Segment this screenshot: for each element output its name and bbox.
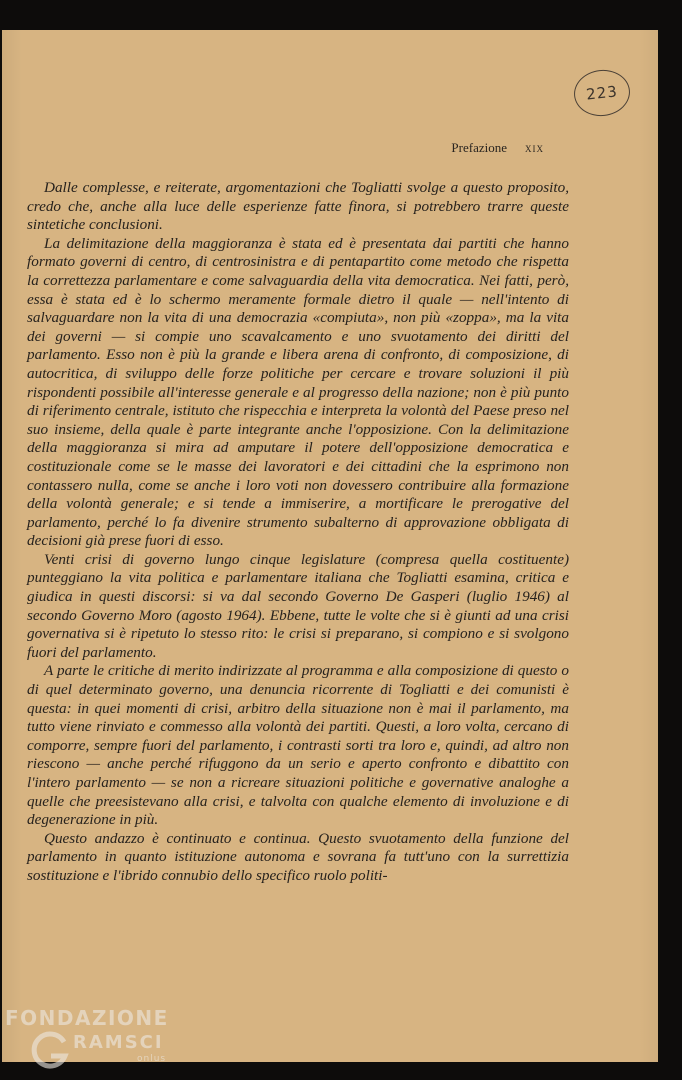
gramsci-g-logo-icon [29,1030,71,1072]
watermark-onlus: onlus [137,1054,167,1064]
fondazione-gramsci-watermark [5,1004,175,1080]
page-numeral: xix [525,140,544,155]
stamp-number: 223 [585,82,619,104]
watermark-line2: RAMSCI [73,1032,164,1053]
body-text [27,179,569,886]
paragraph-1: Dalle complesse, e reiterate, argomentazioni che Togliatti svolge a questo proposito, credo che, anche alla luce delle esperienze fatte finora, si potrebbero trarre queste sintetiche conclusioni. [27,179,569,234]
paragraph-2: La delimitazione della maggioranza è stata ed è presentata dai partiti che hanno formato governi di centro, di centrosinistra e di pentapartito come metodo che rispetta la correttezza parlamentare e come salvaguardia della vita democratica. Nei fatti, però, essa è stata ed è lo schermo meramente formale dietro il quale — nell'intento di salvaguardare non la vita di una democrazia «compiuta», non più «zoppa», ma la vita dei governi — si compie uno scavalcamento e uno svuotamento dei diritti del parlamento. Esso non è più la grande e libera arena di confronto, di composizione, di autocritica, di sviluppo delle forze politiche per cercare e trovare soluzioni il più rispondenti possibile all'interesse generale e al progresso della nazione; non è più punto di riferimento centrale, istituto che rispecchia e interpreta la volontà del Paese preso nel suo insieme, della quale è parte integrante anche l'opposizione. Con la delimitazione della maggioranza si mira ad amputare il potere dell'opposizione democratica e costituzionale come se le masse dei lavoratori e dei cittadini che la esprimono non contassero nulla, come se anche i loro voti non dovessero contribuire alla formazione della volontà generale; e si tende a immiserire, a mortificare le prerogative del parlamento, perché lo fa divenire strumento subalterno di approvazione obbligata di decisioni già prese fuori di esso. [27,234,569,550]
watermark-line1: FONDAZIONE [5,1006,169,1030]
paragraph-5: Questo andazzo è continuato e continua. Questo svuotamento della funzione del parlamento in quanto istituzione autonoma e sovrana fa tutt'uno con la surrettizia sostituzione e l'ibrido connubio dello specifico ruolo politi- [27,829,569,884]
archive-stamp [572,67,633,119]
header-title: Prefazione [451,140,507,155]
paragraph-4: A parte le critiche di merito indirizzate al programma e alla composizione di questo o di quel determinato governo, una denuncia ricorrente di Togliatti e dei comunisti è questa: in quei momenti di crisi, arbitro della situazione non è mai il parlamento, ma tutto viene rinviato e commesso alla volontà dei partiti. Questi, a loro volta, cercano di comporre, sempre fuori del parlamento, i contrasti sorti tra loro e, quindi, ad altro non riescono — anche perché rifuggono da un serio e aperto confronto e dibattito con l'intero parlamento — se non a ricreare situazioni politiche e governative analoghe a quelle che preesistevano alla crisi, e talvolta con qualche elemento di involuzione e di degenerazione in più. [27,662,569,829]
running-header [451,140,544,156]
paragraph-3: Venti crisi di governo lungo cinque legislature (compresa quella costituente) punteggiano la vita politica e parlamentare italiana che Togliatti esamina, critica e giudica in questi discorsi: si va dal secondo Governo De Gasperi (luglio 1946) al secondo Governo Moro (agosto 1964). Ebbene, tutte le volte che si è giunti ad una crisi governativa si è ripetuto lo stesso rito: le crisi si preparano, si compiono e si svolgono fuori del parlamento. [27,550,569,661]
document-page [2,30,658,1062]
